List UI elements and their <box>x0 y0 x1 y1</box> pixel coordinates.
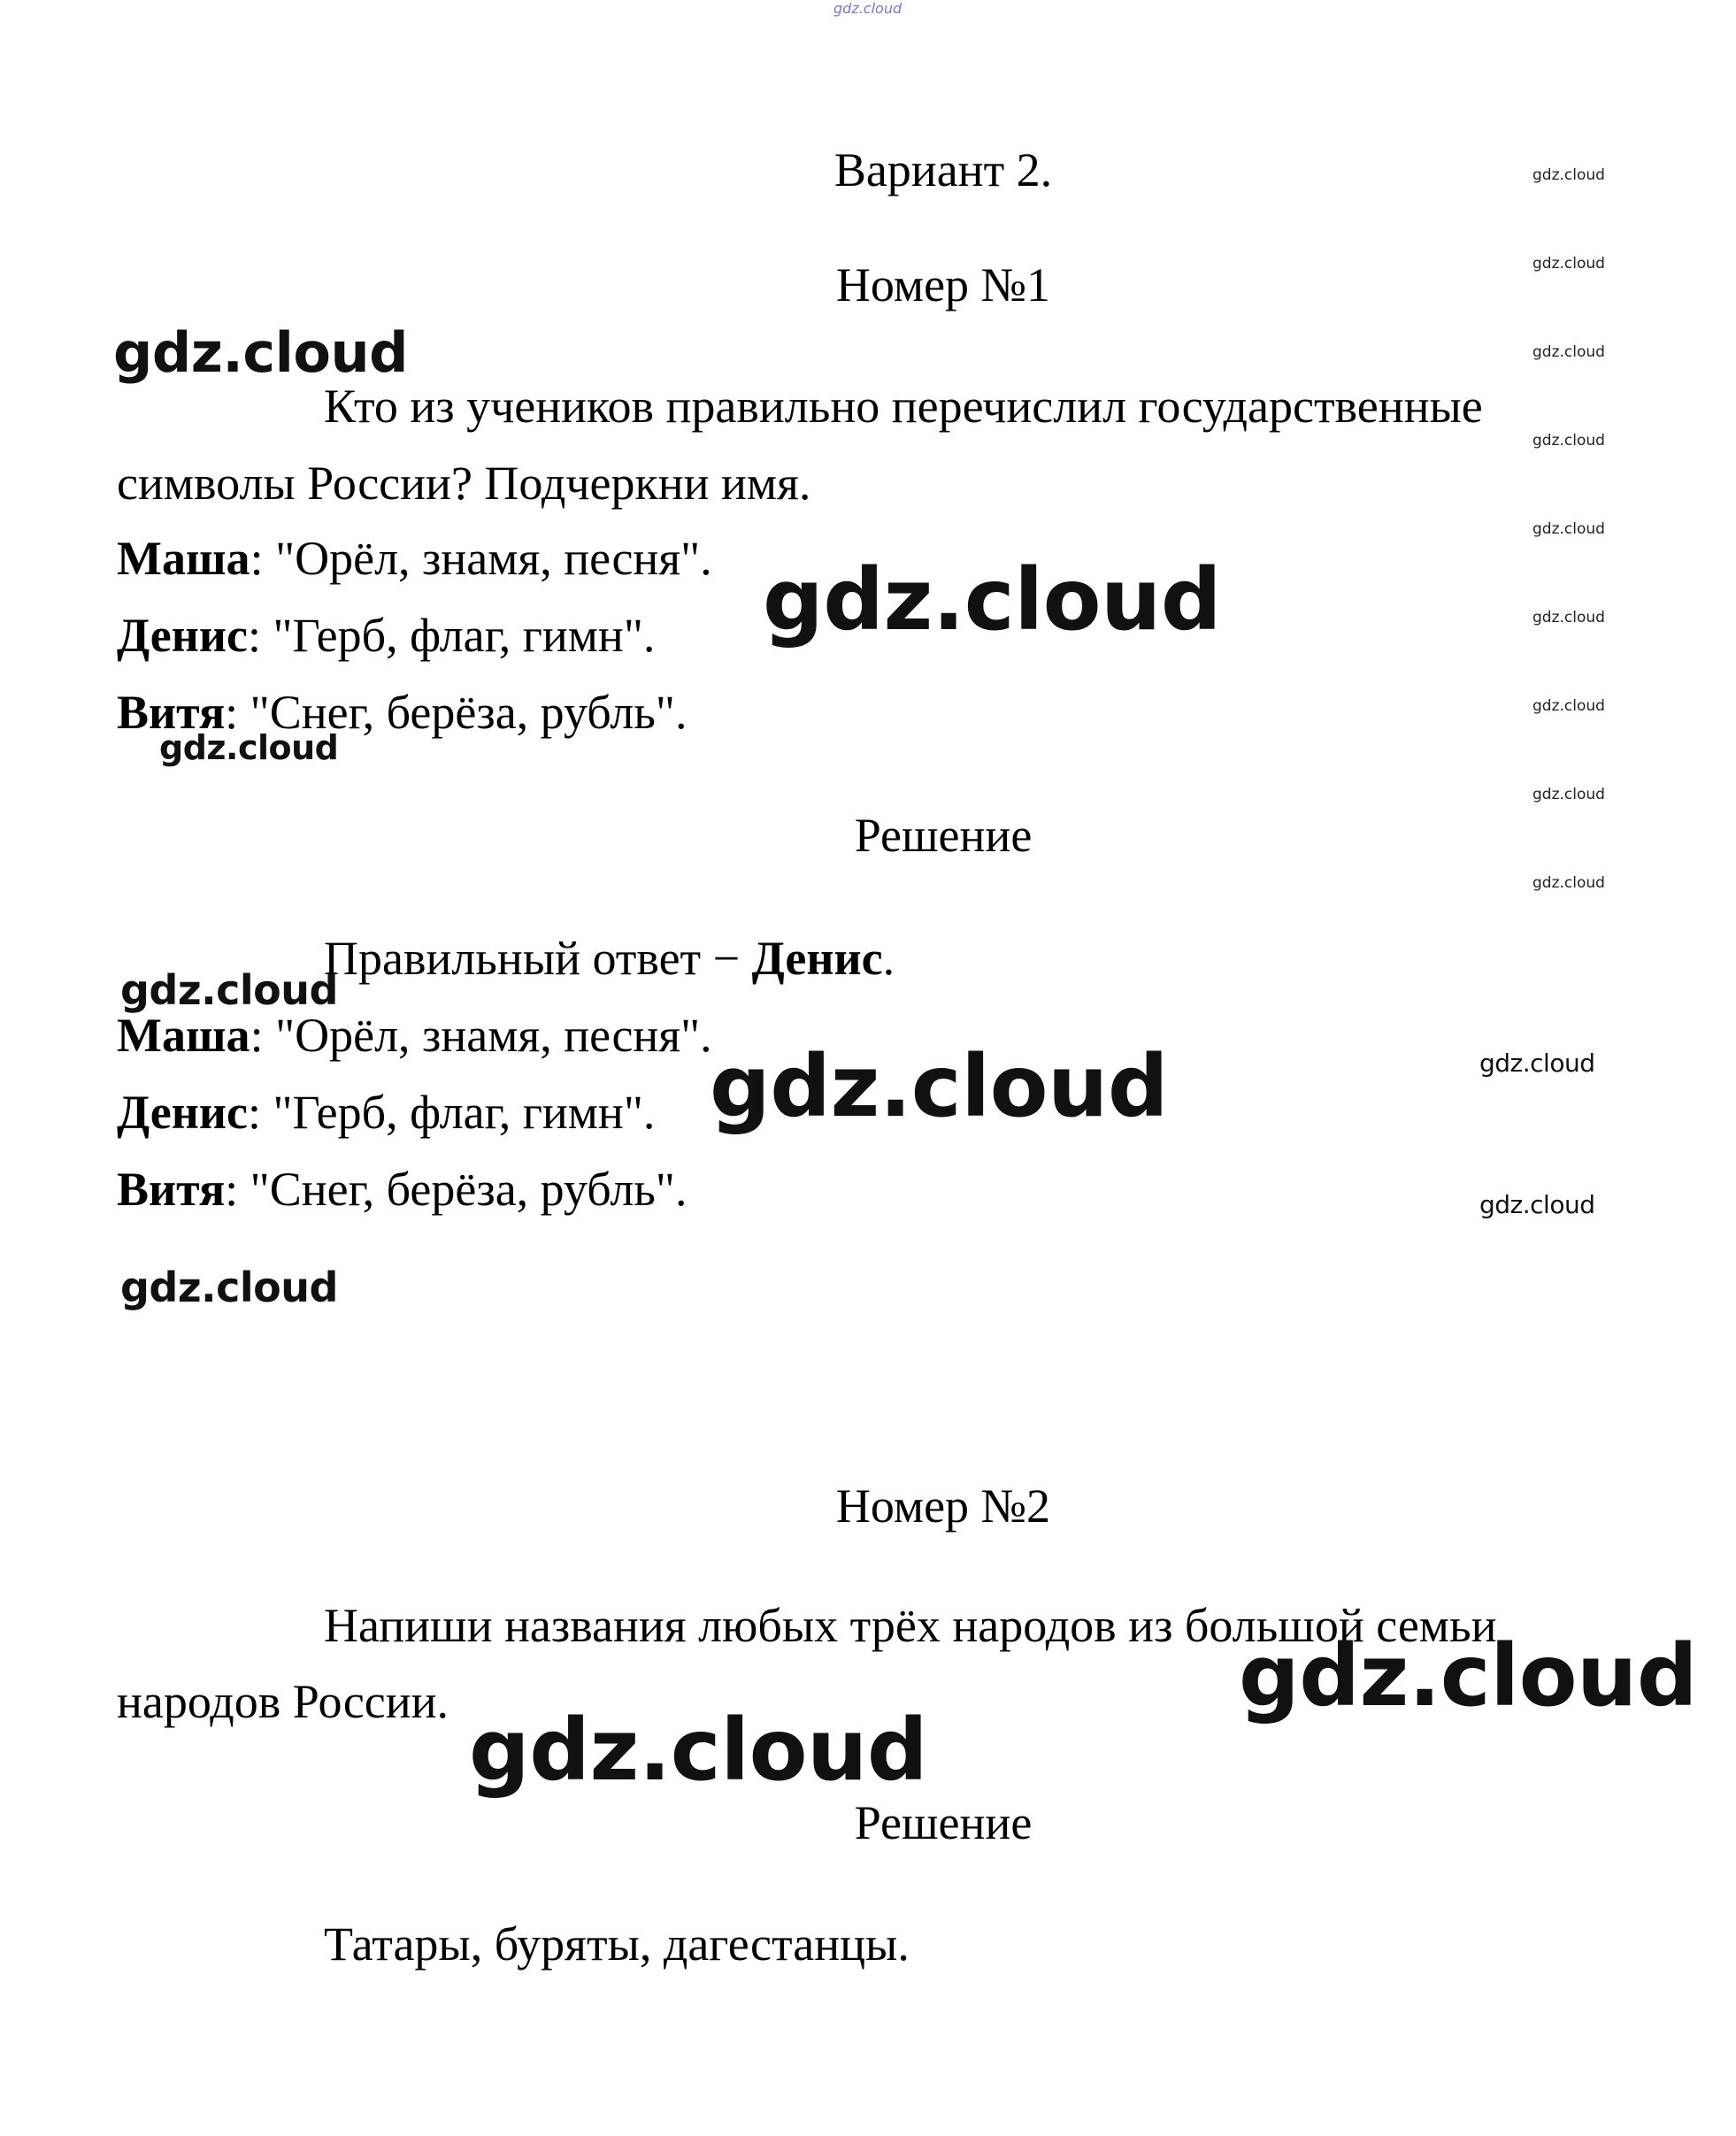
watermark-medium: gdz.cloud <box>120 1264 338 1311</box>
watermark-large: gdz.cloud <box>1239 1626 1698 1725</box>
answer-masha-name: Маша <box>117 532 250 585</box>
answer-denis-name: Денис <box>117 609 248 662</box>
solution-denis-name: Денис <box>117 1086 248 1139</box>
solution-name: Денис <box>751 932 883 985</box>
solution-prefix: Правильный ответ − <box>324 932 752 985</box>
task2-solution-title: Решение <box>854 1796 1033 1849</box>
watermark-medium: gdz.cloud <box>1479 1049 1595 1078</box>
answer-denis <box>117 609 656 662</box>
task2-question-line1: Напиши названия любых трёх народов из большой семьи <box>324 1599 1497 1652</box>
watermark-small: gdz.cloud <box>1532 609 1605 626</box>
answer-vitya-name: Витя <box>117 686 226 739</box>
answer-masha-text: : "Орёл, знамя, песня". <box>250 532 712 585</box>
answer-vitya-text: : "Снег, берёза, рубль". <box>225 686 687 739</box>
task1-title: Номер №1 <box>835 258 1051 311</box>
watermark-medium: gdz.cloud <box>1479 1190 1595 1219</box>
watermark-medium: gdz.cloud <box>159 728 339 767</box>
watermark-large: gdz.cloud <box>113 320 409 385</box>
task1-question-line2: символы России? Подчеркни имя. <box>117 457 811 510</box>
task2-question-line2: народов России. <box>117 1675 449 1728</box>
solution-vitya-name: Витя <box>117 1163 226 1216</box>
watermark-small: gdz.cloud <box>1532 255 1605 273</box>
variant-title: Вариант 2. <box>833 143 1053 196</box>
watermark-small: gdz.cloud <box>1532 874 1605 892</box>
solution-denis-text: : "Герб, флаг, гимн". <box>247 1086 656 1139</box>
watermark-small: gdz.cloud <box>1532 166 1605 184</box>
task1-solution-title: Решение <box>854 809 1033 862</box>
watermark-top: gdz.cloud <box>833 0 903 17</box>
solution-masha-text: : "Орёл, знамя, песня". <box>250 1009 712 1062</box>
watermark-small: gdz.cloud <box>1532 697 1605 715</box>
watermark-large: gdz.cloud <box>469 1701 928 1800</box>
solution-answer-masha <box>117 1009 712 1062</box>
solution-suffix: . <box>882 932 895 985</box>
watermark-large: gdz.cloud <box>710 1037 1169 1136</box>
watermark-large: gdz.cloud <box>763 550 1222 649</box>
watermark-small: gdz.cloud <box>1532 432 1605 449</box>
solution-answer-denis <box>117 1086 656 1139</box>
watermark-small: gdz.cloud <box>1532 343 1605 361</box>
solution-masha-name: Маша <box>117 1009 250 1062</box>
task2-solution-text: Татары, буряты, дагестанцы. <box>324 1917 910 1971</box>
watermark-medium: gdz.cloud <box>120 966 338 1014</box>
solution-answer <box>324 932 895 985</box>
watermark-small: gdz.cloud <box>1532 786 1605 803</box>
task1-question-line1: Кто из учеников правильно перечислил государственные <box>324 380 1483 433</box>
solution-vitya-text: : "Снег, берёза, рубль". <box>225 1163 687 1216</box>
solution-answer-vitya <box>117 1163 687 1216</box>
task2-title: Номер №2 <box>835 1479 1051 1533</box>
answer-masha <box>117 532 712 585</box>
watermark-small: gdz.cloud <box>1532 520 1605 538</box>
answer-denis-text: : "Герб, флаг, гимн". <box>247 609 656 662</box>
